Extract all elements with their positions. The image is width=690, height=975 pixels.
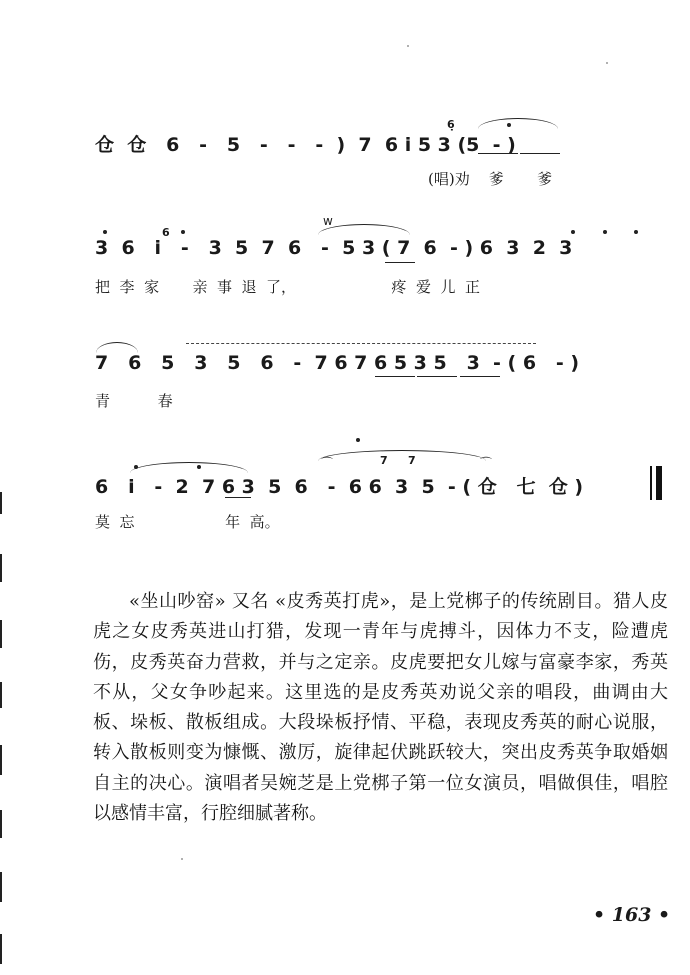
lyric-line-1: (唱)劝 爹 爹	[428, 170, 553, 188]
beam	[478, 153, 518, 154]
slur	[478, 118, 558, 129]
octave-dot	[507, 123, 511, 127]
score-line-4: 6 i - 2 7 6 3 5 6 - 6 6 3 5 - ( 仓 七 仓 )	[95, 476, 584, 498]
beam	[417, 376, 457, 377]
trill-mark: w	[323, 214, 333, 228]
page-number: • 163 •	[593, 904, 671, 926]
fermata-mark: ⌒	[321, 456, 334, 470]
fermata-mark: ⌒	[480, 456, 493, 470]
lyric-line-4: 莫 忘 年 高。	[95, 513, 280, 531]
beam	[520, 153, 560, 154]
scan-mark	[0, 810, 2, 838]
beam	[385, 262, 415, 263]
commentary-text: «坐山吵窑» 又名 «皮秀英打虎»，是上党梆子的传统剧目。猎人皮虎之女皮秀英进山打猎，发现一青年与虎搏斗，因体力不支，险遭虎伤，皮秀英奋力营救，并与之定亲。皮虎要把女儿嫁与富豪李家，秀英不从，父女争吵起来。这里选的是皮秀英劝说父亲的唱段，曲调由大板、垛板、散板组成。大段垛板抒情、平稳，表现皮秀英的耐心说服，转入散板则变为慷慨、激厉，旋律起伏跳跃较大，突出皮秀英争取婚姻自主的决心。演唱者吴婉芝是上党梆子第一位女演员，唱做俱佳，唱腔以感情丰富，行腔细腻著称。	[93, 591, 668, 825]
scan-speck	[407, 45, 409, 47]
octave-dot	[634, 230, 638, 234]
score-line-1: 仓 仓 6 - 5 - - - ) 7 6 i 5 3 (5 - )	[95, 134, 516, 156]
scan-mark	[0, 934, 2, 964]
lyric-line-3: 青 春	[95, 392, 173, 410]
octave-dot	[603, 230, 607, 234]
beam	[225, 497, 251, 498]
scan-mark	[0, 682, 2, 708]
beam	[460, 376, 500, 377]
octave-dot	[181, 230, 185, 234]
octave-dot	[103, 230, 107, 234]
score-line-2: 3 6 i - 3 5 7 6 - 5 3 ( 7 6 - ) 6 3 2 3	[95, 237, 573, 259]
grace-note: 7	[408, 454, 416, 467]
score-line-3: 7 6 5 3 5 6 - 7 6 7 6 5 3 5 3 - ( 6 - )	[95, 352, 580, 374]
commentary-paragraph	[93, 587, 668, 829]
scan-mark	[0, 492, 2, 514]
beam	[375, 376, 415, 377]
octave-dot	[356, 438, 360, 442]
scan-speck	[181, 858, 183, 860]
slur	[96, 342, 138, 353]
slur	[130, 462, 248, 473]
scan-mark	[0, 745, 2, 775]
dashed-slur	[186, 343, 536, 344]
grace-note: 7	[380, 454, 388, 467]
grace-note: 6̣	[447, 118, 455, 131]
final-barline-thin	[650, 466, 652, 500]
grace-note: 6	[162, 226, 170, 239]
scan-mark	[0, 620, 2, 648]
final-barline-thick	[656, 466, 662, 500]
octave-dot	[571, 230, 575, 234]
scan-mark	[0, 554, 2, 582]
scan-speck	[606, 62, 608, 64]
lyric-line-2: 把 李 家 亲 事 退 了， 疼 爱 儿 正	[95, 278, 481, 296]
scan-mark	[0, 872, 2, 902]
slur	[318, 450, 486, 461]
